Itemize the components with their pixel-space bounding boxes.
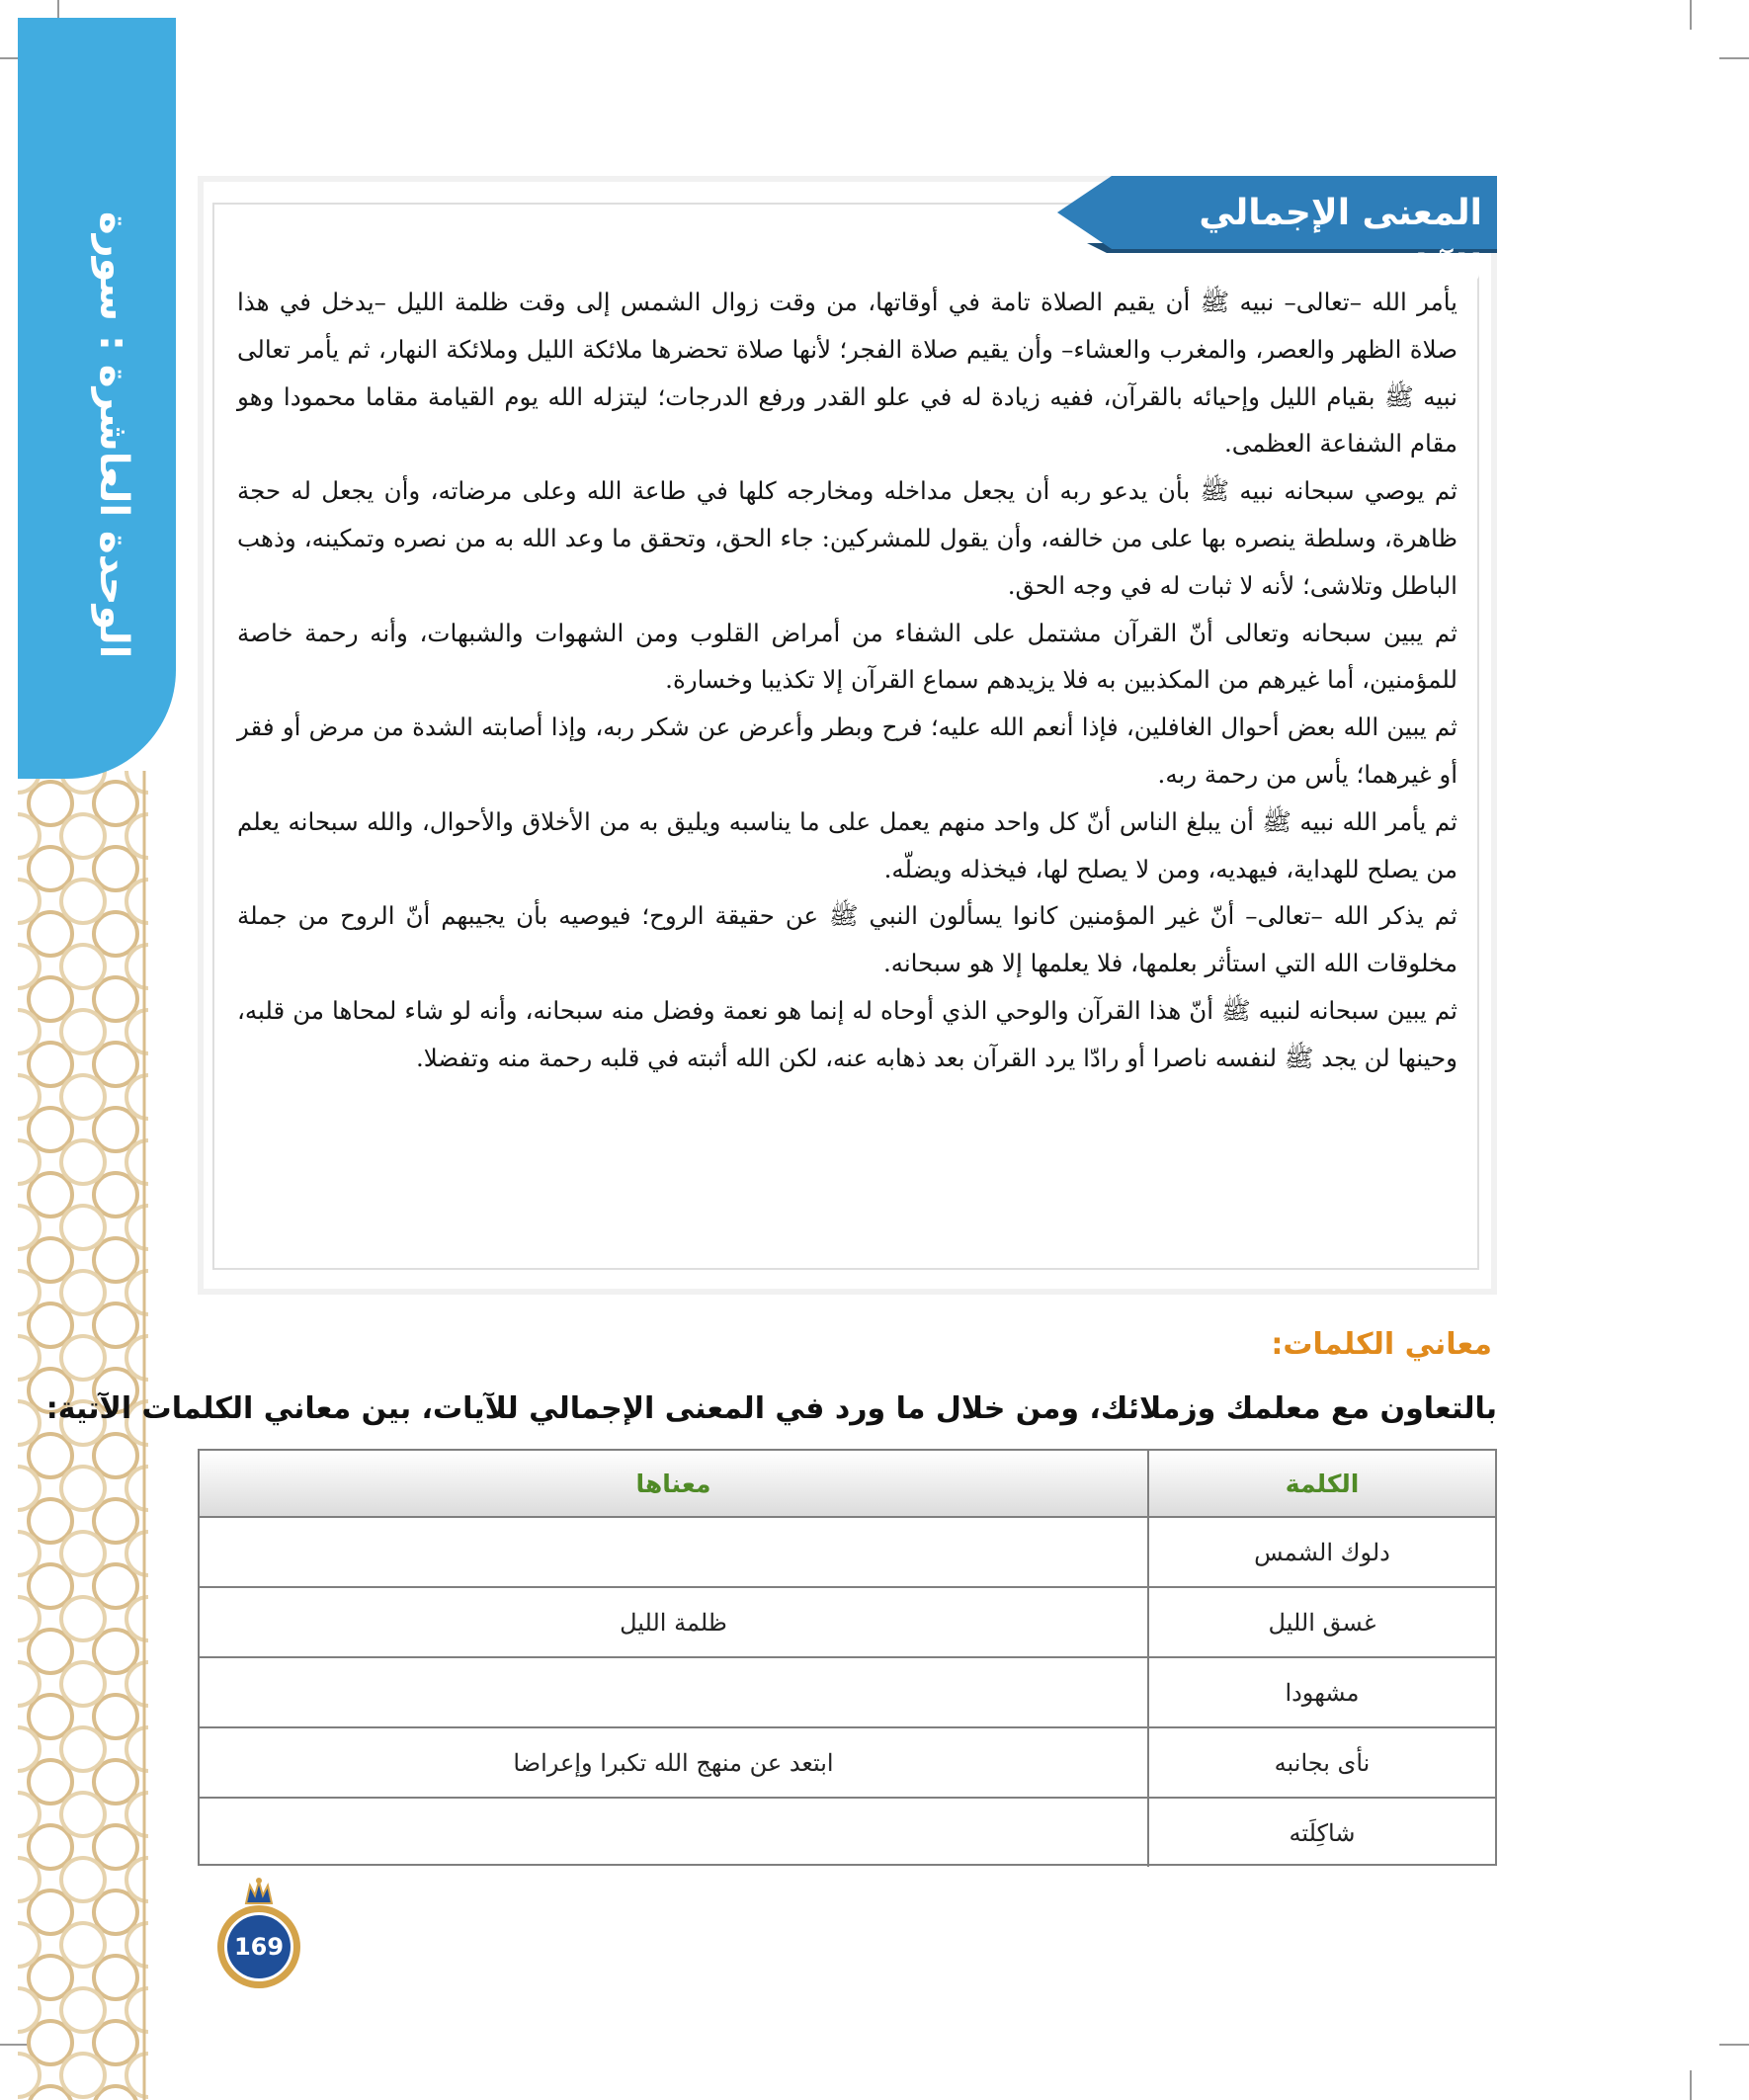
crop-mark xyxy=(1719,57,1749,59)
page-number: 169 xyxy=(224,1912,293,1981)
side-ornament xyxy=(18,771,148,2100)
meaning-cell[interactable]: ابتعد عن منهج الله تكبرا وإعراضا xyxy=(513,1748,834,1777)
table-row xyxy=(200,1656,1495,1726)
word-cell: دلوك الشمس xyxy=(1147,1518,1495,1586)
table-header-row xyxy=(200,1451,1495,1516)
paragraph: ثم يبين سبحانه لنبيه ﷺ أنّ هذا القرآن والوحي الذي أوحاه له إنما هو نعمة وفضل منه سبحانه، وأنه لو شاء لمحاها من قلبه، وحينها لن يجد ﷺ لنفسه ناصرا أو رادّا يرد القرآن بعد ذهابه عنه، لكن الله أثبته في قلبه رحمة منه وتفضلا. xyxy=(237,995,1458,1072)
page-number-badge xyxy=(217,1905,300,1988)
column-header-word: الكلمة xyxy=(1147,1451,1495,1516)
meaning-cell[interactable]: ظلمة الليل xyxy=(620,1608,727,1637)
meaning-cell[interactable] xyxy=(200,1799,1147,1867)
section-title: المعنى الإجمالي للآيات xyxy=(1199,193,1482,289)
word-cell: نأى بجانبه xyxy=(1147,1728,1495,1797)
ornament-pattern-icon xyxy=(18,771,148,2100)
crown-ornament-icon xyxy=(242,1876,276,1909)
table-row xyxy=(200,1516,1495,1586)
meaning-cell[interactable] xyxy=(200,1658,1147,1726)
unit-title: الوحدة العاشرة : سورة xyxy=(91,210,136,659)
crop-mark xyxy=(1690,2070,1692,2100)
paragraph: يأمر الله –تعالى– نبيه ﷺ أن يقيم الصلاة تامة في أوقاتها، من وقت زوال الشمس إلى وقت ظلمة الليل –يدخل في هذا صلاة الظهر والعصر، والمغرب والعشاء– وأن يقيم صلاة الفجر؛ لأنها صلاة تحضرها ملائكة الليل وملائكة النهار، ثم يأمر تعالى نبيه ﷺ بقيام الليل وإحيائه بالقرآن، ففيه زيادة له في علو القدر ورفع الدرجات؛ ليتزله الله يوم القيامة مقاما محمودا وهو مقام الشفاعة العظمى. xyxy=(237,288,1458,459)
crop-mark xyxy=(1690,0,1692,30)
paragraph: ثم يبين الله بعض أحوال الغافلين، فإذا أنعم الله عليه؛ فرح وبطر وأعرض عن شكر ربه، وإذا أصابته الشدة من مرض أو فقر أو غيرهما؛ يأس من رحمة ربه. xyxy=(237,713,1458,789)
vocabulary-heading: معاني الكلمات: xyxy=(1271,1327,1492,1362)
table-row xyxy=(200,1797,1495,1867)
overall-meaning-text xyxy=(237,279,1458,1082)
paragraph: ثم يبين سبحانه وتعالى أنّ القرآن مشتمل على الشفاء من أمراض القلوب ومن الشهوات والشبهات، وأنه رحمة خاصة للمؤمنين، أما غيرهم من المكذبين به فلا يزيدهم سماع القرآن إلا تكذيبا وخسارة. xyxy=(237,618,1458,695)
meaning-cell[interactable] xyxy=(200,1518,1147,1586)
vocabulary-table xyxy=(198,1449,1497,1866)
word-cell: شاكِلَته xyxy=(1147,1799,1495,1867)
table-row xyxy=(200,1586,1495,1656)
word-cell: غسق الليل xyxy=(1147,1588,1495,1656)
vocabulary-instruction: بالتعاون مع معلمك وزملائك، ومن خلال ما ورد في المعنى الإجمالي للآيات، بين معاني الكلمات الآتية: xyxy=(45,1391,1497,1426)
paragraph: ثم يوصي سبحانه نبيه ﷺ بأن يدعو ربه أن يجعل مداخله ومخارجه كلها في طاعة الله وعلى مرضاته، وأن يجعل له حجة ظاهرة، وسلطة ينصره بها على من خالفه، وأن يقول للمشركين: جاء الحق، وتحقق ما وعد الله به من نصره وتمكينه، وذهب الباطل وتلاشى؛ لأنه لا ثبات له في وجه الحق. xyxy=(237,476,1458,600)
crop-mark xyxy=(1719,2044,1749,2046)
paragraph: ثم يذكر الله –تعالى– أنّ غير المؤمنين كانوا يسألون النبي ﷺ عن حقيقة الروح؛ فيوصيه بأن يجيبهم أنّ الروح من جملة مخلوقات الله التي استأثر بعلمها، فلا يعلمها إلا هو سبحانه. xyxy=(237,901,1458,978)
paragraph: ثم يأمر الله نبيه ﷺ أن يبلغ الناس أنّ كل واحد منهم يعمل على ما يناسبه ويليق به من الأخلاق والأحوال، والله سبحانه يعلم من يصلح للهداية، فيهديه، ومن لا يصلح لها، فيخذله ويضلّه. xyxy=(237,806,1458,883)
word-cell: مشهودا xyxy=(1147,1658,1495,1726)
column-header-meaning: معناها xyxy=(635,1469,711,1498)
table-row xyxy=(200,1726,1495,1797)
